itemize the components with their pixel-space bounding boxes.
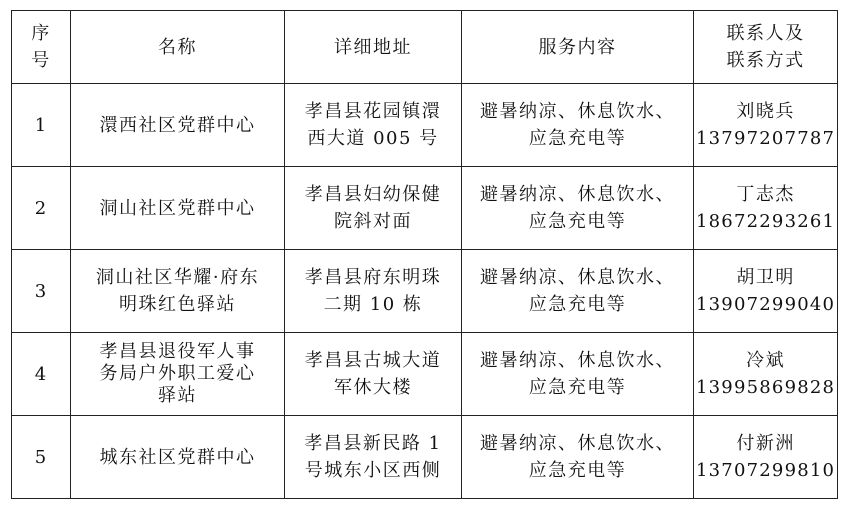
row-name [71,84,285,167]
row-name-line: 孝昌县退役军人事 [99,341,256,362]
header-contact [694,11,838,84]
row-address-line: 号城东小区西侧 [304,460,442,481]
header-seq-line-1: 序 [31,23,51,44]
header-contact-line-1: 联系人及 [726,23,805,44]
row-seq: 4 [12,333,71,416]
row-name-line: 明珠红色驿站 [119,294,236,315]
header-seq [12,11,71,84]
row-service-line: 避暑纳凉、休息饮水、 [480,433,675,454]
row-address-line: 院斜对面 [334,211,412,232]
header-name: 名称 [71,11,285,84]
table-row [12,416,838,499]
header-contact-line-2: 联系方式 [726,50,805,71]
table-row [12,167,838,250]
row-seq: 1 [12,84,71,167]
row-contact-person: 冷斌 [746,350,786,371]
row-seq: 5 [12,416,71,499]
table-row [12,333,838,416]
row-service-line: 避暑纳凉、休息饮水、 [480,101,675,122]
row-address-line: 军休大楼 [334,377,412,398]
row-service [462,416,694,499]
table-row [12,250,838,333]
row-address-line: 二期 10 栋 [323,294,423,315]
row-contact-phone: 13995869828 [696,377,836,398]
row-service-line: 应急充电等 [528,460,627,481]
row-contact-phone: 13797207787 [696,128,836,149]
row-address [285,84,462,167]
row-name [71,167,285,250]
row-name-line: 城东社区党群中心 [99,446,256,468]
row-name [71,333,285,416]
document-page [11,10,838,499]
row-address-line: 孝昌县妇幼保健 [304,184,442,205]
row-address [285,416,462,499]
header-seq-line-2: 号 [31,50,51,71]
row-contact-person: 胡卫明 [736,267,795,288]
row-name-line: 洞山社区党群中心 [99,197,256,219]
row-service-line: 应急充电等 [528,211,627,232]
row-service [462,333,694,416]
row-contact [694,333,838,416]
row-name-line: 务局户外职工爱心 [99,363,256,384]
row-contact-phone: 13707299810 [696,460,836,481]
row-name-line: 驿站 [158,385,197,406]
row-seq: 2 [12,167,71,250]
row-contact [694,416,838,499]
row-service-line: 应急充电等 [528,377,627,398]
header-service: 服务内容 [462,11,694,84]
table-header-row [12,11,838,84]
row-service-line: 避暑纳凉、休息饮水、 [480,350,675,371]
row-address-line: 孝昌县府东明珠 [304,267,442,288]
row-contact-person: 付新洲 [736,433,795,454]
row-service [462,167,694,250]
row-address [285,333,462,416]
service-stations-table [11,10,838,499]
row-name-line: 澴西社区党群中心 [99,114,256,136]
row-contact-person: 刘晓兵 [736,101,795,122]
row-address-line: 孝昌县花园镇澴 [304,101,442,122]
row-address [285,167,462,250]
table-row [12,84,838,167]
row-service-line: 应急充电等 [528,128,627,149]
row-service-line: 应急充电等 [528,294,627,315]
row-service-line: 避暑纳凉、休息饮水、 [480,267,675,288]
row-contact [694,167,838,250]
row-name [71,416,285,499]
row-contact-person: 丁志杰 [736,184,795,205]
row-name [71,250,285,333]
row-address-line: 孝昌县古城大道 [304,350,442,371]
row-name-line: 洞山社区华耀·府东 [95,267,260,288]
row-address-line: 西大道 005 号 [307,128,439,149]
row-contact-phone: 13907299040 [696,294,836,315]
row-service-line: 避暑纳凉、休息饮水、 [480,184,675,205]
row-service [462,84,694,167]
row-seq: 3 [12,250,71,333]
row-service [462,250,694,333]
row-contact [694,250,838,333]
header-address: 详细地址 [285,11,462,84]
row-contact-phone: 18672293261 [696,211,836,232]
row-address-line: 孝昌县新民路 1 [304,433,442,454]
row-address [285,250,462,333]
row-contact [694,84,838,167]
